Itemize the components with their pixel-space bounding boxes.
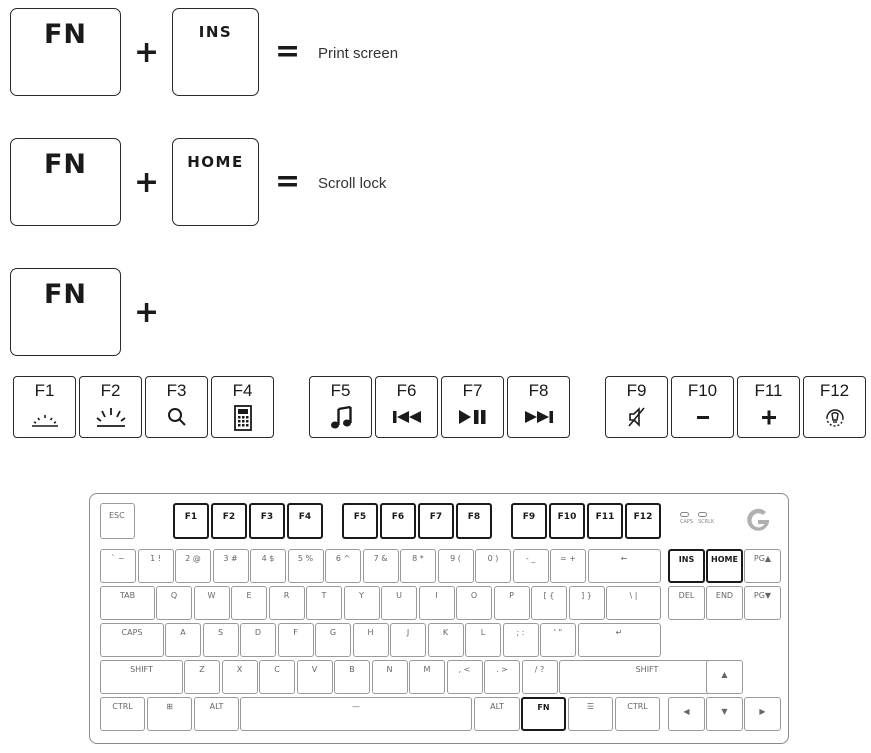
- keyboard-key: [165, 623, 201, 657]
- key-label: ALT: [490, 702, 504, 711]
- key-label: 7 &: [373, 554, 388, 563]
- keyboard-key: [522, 660, 558, 694]
- keyboard-key: [184, 660, 220, 694]
- kb-f3-key: [249, 503, 285, 539]
- scroll-lock-label: Scroll lock: [318, 175, 387, 192]
- keyboard-key: [513, 549, 549, 583]
- f10-key: [671, 376, 734, 438]
- esc-label: ESC: [109, 511, 125, 520]
- esc-key: [100, 503, 135, 539]
- tab-key: [100, 586, 155, 620]
- f12-label: F12: [819, 381, 850, 400]
- equals-sign: =: [275, 164, 301, 199]
- keyboard-key: [503, 623, 539, 657]
- key-label: \ |: [629, 591, 638, 600]
- key-label: 3 #: [223, 554, 238, 563]
- f6-label: F6: [396, 381, 417, 400]
- key-label: U: [396, 591, 402, 600]
- key-label: 8 *: [412, 554, 424, 563]
- key-label: Q: [170, 591, 178, 600]
- keyboard-key: [531, 586, 567, 620]
- spacebar-key: [240, 697, 472, 731]
- keyboard-key: [372, 660, 408, 694]
- kb-f12-label: F12: [633, 512, 653, 522]
- caps-led-icon: [680, 512, 690, 517]
- plus-sign: +: [134, 295, 160, 330]
- key-label: ▶: [759, 707, 766, 716]
- f4-label: F4: [232, 381, 253, 400]
- key-label: ; :: [516, 628, 525, 637]
- keyboard-key: [409, 660, 445, 694]
- arrow-up-key: [706, 660, 743, 694]
- keyboard-key: [297, 660, 333, 694]
- del-key: [668, 586, 705, 620]
- key-label: ` ~: [111, 554, 125, 563]
- key-label: J: [406, 628, 410, 637]
- keyboard-key: [428, 623, 464, 657]
- key-label: 0 ): [487, 554, 499, 563]
- brightness-down-icon: [14, 405, 75, 431]
- key-label: DEL: [678, 591, 695, 600]
- key-label: SHIFT: [130, 665, 153, 674]
- music-note-icon: [310, 405, 371, 431]
- f8-label: F8: [528, 381, 549, 400]
- lighting-icon: [804, 405, 865, 431]
- ins-key: INS: [172, 8, 259, 96]
- mute-icon: [606, 405, 667, 431]
- key-label: = +: [560, 554, 576, 563]
- keyboard-key: [156, 586, 192, 620]
- f7-key: [441, 376, 504, 438]
- keyboard-key: [203, 623, 239, 657]
- right-ctrl-key: [615, 697, 660, 731]
- keyboard-key: [138, 549, 174, 583]
- key-label: CTRL: [112, 702, 133, 711]
- keyboard-key: [288, 549, 324, 583]
- kb-f7-label: F7: [429, 512, 443, 522]
- f5-key: [309, 376, 372, 438]
- kb-home-key: [706, 549, 743, 583]
- f7-label: F7: [462, 381, 483, 400]
- kb-f8-key: [456, 503, 492, 539]
- next-track-icon: [508, 405, 569, 431]
- key-label: SHIFT: [635, 665, 659, 674]
- f5-label: F5: [330, 381, 351, 400]
- caps-key: [100, 623, 164, 657]
- fn-key: FN: [10, 8, 121, 96]
- keyboard-key: [240, 623, 276, 657]
- key-label: 6 ^: [335, 554, 351, 563]
- fn-key: FN: [10, 268, 121, 356]
- key-label: 2 @: [185, 554, 201, 563]
- logitech-g-logo: [742, 505, 774, 537]
- key-label: ] }: [581, 591, 592, 600]
- key-label: V: [311, 665, 318, 674]
- key-label: ☰: [586, 702, 595, 711]
- caps-led-label: CAPS: [680, 519, 694, 525]
- key-label: O: [470, 591, 478, 600]
- key-label: CAPS: [121, 628, 143, 637]
- key-label: ▲: [721, 670, 728, 679]
- kb-f3-label: F3: [260, 512, 274, 522]
- f12-key: [803, 376, 866, 438]
- kb-f7-key: [418, 503, 454, 539]
- caps-led: [680, 512, 693, 525]
- scrlk-led-icon: [698, 512, 708, 517]
- kb-f5-label: F5: [353, 512, 367, 522]
- key-label: T: [321, 591, 327, 600]
- end-key: [706, 586, 743, 620]
- key-label: [ {: [543, 591, 555, 600]
- arrow-left-key: [668, 697, 705, 731]
- plus-sign: +: [134, 165, 160, 200]
- left-shift-key: [100, 660, 183, 694]
- key-label: C: [274, 665, 280, 674]
- keyboard-key: [278, 623, 314, 657]
- key-label: ↵: [615, 628, 623, 637]
- kb-f6-label: F6: [391, 512, 405, 522]
- key-label: K: [442, 628, 449, 637]
- enter-key: [578, 623, 661, 657]
- keyboard-key: [438, 549, 474, 583]
- brightness-up-icon: [80, 405, 141, 431]
- kb-f10-key: [549, 503, 585, 539]
- right-alt-key: [474, 697, 520, 731]
- key-label: R: [283, 591, 290, 600]
- keyboard-key: [231, 586, 267, 620]
- kb-ins-key: [668, 549, 705, 583]
- keyboard-key: [175, 549, 211, 583]
- keyboard-key: [353, 623, 389, 657]
- f3-label: F3: [166, 381, 187, 400]
- f11-label: F11: [754, 381, 783, 400]
- menu-key: [568, 697, 613, 731]
- arrow-down-key: [706, 697, 743, 731]
- backslash-key: [606, 586, 661, 620]
- keyboard-key: [344, 586, 380, 620]
- key-label: ▼: [721, 707, 728, 716]
- kb-f4-label: F4: [298, 512, 312, 522]
- key-label: Z: [199, 665, 205, 674]
- key-label: I: [435, 591, 438, 600]
- keyboard-key: [419, 586, 455, 620]
- key-label: D: [254, 628, 262, 637]
- keyboard-key: [363, 549, 399, 583]
- keyboard-key: [475, 549, 511, 583]
- keyboard-key: [334, 660, 370, 694]
- keyboard-key: [569, 586, 605, 620]
- arrow-right-key: [744, 697, 781, 731]
- f2-key: [79, 376, 142, 438]
- scrlk-led-label: SCRLK: [698, 519, 715, 525]
- key-label: ◀: [683, 707, 690, 716]
- f9-label: F9: [626, 381, 647, 400]
- previous-track-icon: [376, 405, 437, 431]
- key-label: 9 (: [450, 554, 461, 563]
- fn-key: FN: [10, 138, 121, 226]
- kb-f2-key: [211, 503, 247, 539]
- key-label: PG▲: [753, 554, 772, 563]
- keyboard-diagram: [89, 493, 789, 744]
- left-alt-key: [194, 697, 239, 731]
- key-label: B: [349, 665, 355, 674]
- key-label: X: [236, 665, 243, 674]
- keyboard-key: [447, 660, 483, 694]
- key-label: ⊞: [166, 702, 173, 711]
- key-label: M: [423, 665, 431, 674]
- kb-f11-key: [587, 503, 623, 539]
- pgup-key: [744, 549, 781, 583]
- key-label: HOME: [711, 555, 738, 564]
- kb-f4-key: [287, 503, 323, 539]
- keyboard-key: [315, 623, 351, 657]
- key-label: / ?: [534, 665, 545, 674]
- kb-f1-label: F1: [184, 512, 198, 522]
- kb-f9-label: F9: [522, 512, 536, 522]
- f3-key: [145, 376, 208, 438]
- volume-up-icon: [738, 405, 799, 431]
- key-label: 1 !: [150, 554, 161, 563]
- left-ctrl-key: [100, 697, 145, 731]
- keyboard-key: [194, 586, 230, 620]
- keyboard-key: [484, 660, 520, 694]
- f1-key: [13, 376, 76, 438]
- kb-f2-label: F2: [222, 512, 236, 522]
- f9-key: [605, 376, 668, 438]
- key-label: —: [352, 702, 360, 711]
- keyboard-key: [222, 660, 258, 694]
- kb-f12-key: [625, 503, 661, 539]
- keyboard-key: [390, 623, 426, 657]
- key-label: ALT: [209, 702, 224, 711]
- keyboard-key: [456, 586, 492, 620]
- f1-label: F1: [34, 381, 55, 400]
- key-label: E: [246, 591, 252, 600]
- key-label: CTRL: [627, 702, 648, 711]
- kb-f6-key: [380, 503, 416, 539]
- keyboard-key: [494, 586, 530, 620]
- kb-f8-label: F8: [467, 512, 481, 522]
- key-label: END: [715, 591, 734, 600]
- windows-key: [147, 697, 192, 731]
- keyboard-key: [550, 549, 586, 583]
- key-label: INS: [678, 555, 695, 564]
- calculator-icon: [212, 405, 273, 431]
- pgdn-key: [744, 586, 781, 620]
- kb-f5-key: [342, 503, 378, 539]
- key-label: 4 $: [261, 554, 275, 563]
- kb-f9-key: [511, 503, 547, 539]
- key-label: G: [329, 628, 337, 637]
- kb-f1-key: [173, 503, 209, 539]
- key-label: FN: [537, 703, 550, 712]
- key-label: ' ": [553, 628, 563, 637]
- key-label: W: [207, 591, 216, 600]
- f11-key: [737, 376, 800, 438]
- f6-key: [375, 376, 438, 438]
- key-label: A: [180, 628, 186, 637]
- keyboard-key: [465, 623, 501, 657]
- volume-down-icon: [672, 405, 733, 431]
- keyboard-key: [213, 549, 249, 583]
- key-label: P: [509, 591, 514, 600]
- key-label: L: [480, 628, 486, 637]
- search-icon: [146, 405, 207, 431]
- key-label: 5 %: [297, 554, 314, 563]
- play-pause-icon: [442, 405, 503, 431]
- key-label: PG▼: [753, 591, 772, 600]
- key-label: ←: [620, 554, 628, 563]
- backspace-key: [588, 549, 661, 583]
- f8-key: [507, 376, 570, 438]
- scrlk-led: [698, 512, 714, 525]
- key-label: - _: [525, 554, 536, 563]
- key-label: N: [386, 665, 393, 674]
- print-screen-label: Print screen: [318, 45, 399, 62]
- key-label: , <: [458, 665, 471, 674]
- keyboard-key: [306, 586, 342, 620]
- key-label: . >: [496, 665, 508, 674]
- plus-sign: +: [134, 35, 160, 70]
- kb-fn-key: [521, 697, 566, 731]
- kb-f10-label: F10: [557, 512, 577, 522]
- key-label: H: [367, 628, 374, 637]
- f10-label: F10: [687, 381, 718, 400]
- kb-f11-label: F11: [595, 512, 615, 522]
- keyboard-key: [540, 623, 576, 657]
- keyboard-key: [269, 586, 305, 620]
- keyboard-key: [381, 586, 417, 620]
- keyboard-key: [100, 549, 136, 583]
- home-key: HOME: [172, 138, 259, 226]
- f4-key: [211, 376, 274, 438]
- keyboard-key: [400, 549, 436, 583]
- equals-sign: =: [275, 34, 301, 69]
- key-label: F: [293, 628, 298, 637]
- keyboard-key: [325, 549, 361, 583]
- key-label: TAB: [119, 591, 136, 600]
- keyboard-key: [250, 549, 286, 583]
- key-label: Y: [359, 591, 364, 600]
- keyboard-key: [259, 660, 295, 694]
- f2-label: F2: [100, 381, 121, 400]
- key-label: S: [217, 628, 224, 637]
